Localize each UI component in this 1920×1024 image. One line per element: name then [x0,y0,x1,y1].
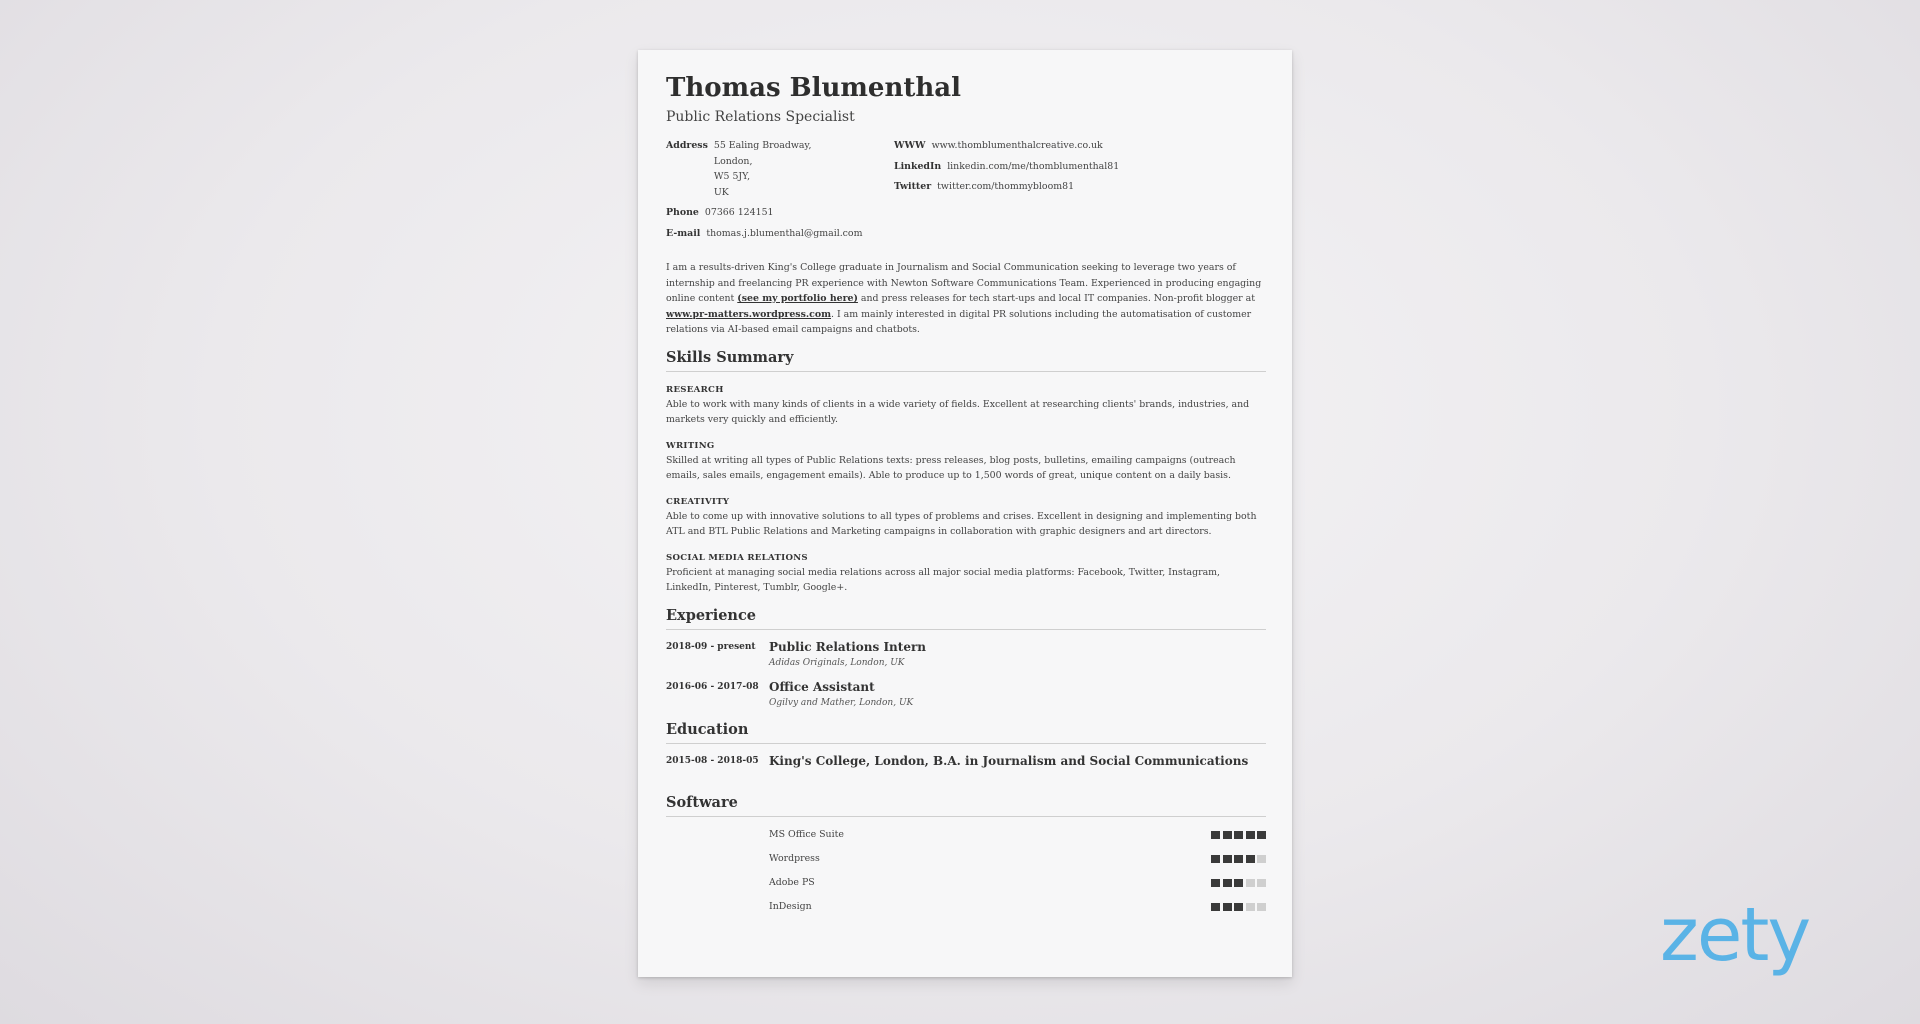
software-name: Wordpress [769,853,820,864]
resume-job-title: Public Relations Specialist [666,109,855,125]
experience-date: 2018-09 - present [666,641,756,652]
experience-date: 2016-06 - 2017-08 [666,681,759,692]
address-line: UK [713,186,729,198]
skill-item [666,384,1266,428]
twitter-label: Twitter [894,181,932,192]
email-value[interactable]: thomas.j.blumenthal@gmail.com [706,227,863,239]
skill-name: CREATIVITY [666,496,730,507]
level-square-empty [1257,879,1266,887]
level-square-filled [1223,831,1232,839]
contact-address [666,138,886,200]
software-heading: Software [666,793,1266,817]
twitter-value[interactable]: twitter.com/thommybloom81 [937,181,1075,192]
level-square-filled [1211,831,1220,839]
level-square-filled [1257,831,1266,839]
software-item [666,823,1266,847]
skill-item [666,496,1266,540]
summary-text: . I am mainly interested in digital PR solutions including the automatisation of customer relations via AI-based email campaigns and chatbots. [666,308,1252,335]
contact-left-column [666,138,886,241]
address-line: London, [713,155,753,167]
profile-summary [666,260,1266,338]
level-square-filled [1211,855,1220,863]
level-square-empty [1246,879,1255,887]
level-square-filled [1211,903,1220,911]
software-name: MS Office Suite [769,829,844,840]
skill-description: Skilled at writing all types of Public Relations texts: press releases, blog posts, bulletins, emailing campaigns (outreach emails, sales emails, engagement emails). Able to produce up to 1,500 words of great, unique content on a daily basis. [666,454,1236,481]
www-label: WWW [894,140,926,151]
experience-heading: Experience [666,606,1266,630]
contact-right-column [894,138,1254,195]
contact-linkedin [894,159,1254,175]
level-square-filled [1246,831,1255,839]
level-square-filled [1223,903,1232,911]
software-level-meter [1211,831,1266,839]
skill-item [666,440,1266,484]
summary-text: and press releases for tech start-ups and local IT companies. Non-profit blogger at [857,293,1255,304]
software-name: Adobe PS [769,877,815,888]
skill-description: Able to work with many kinds of clients in a wide variety of fields. Excellent at researching clients' brands, industries, and markets very quickly and efficiently. [666,398,1250,425]
skills-list [666,384,1266,596]
linkedin-value[interactable]: linkedin.com/me/thomblumenthal81 [947,160,1120,172]
contact-twitter [894,179,1254,195]
resume-page [638,50,1292,977]
blog-link[interactable]: www.pr-matters.wordpress.com [666,308,831,320]
phone-label: Phone [666,207,699,218]
software-name: InDesign [769,901,812,912]
skill-item [666,552,1266,596]
skills-heading: Skills Summary [666,348,1266,372]
education-item [666,753,1266,769]
resume-name: Thomas Blumenthal [666,73,961,103]
address-label: Address [666,140,708,151]
linkedin-label: LinkedIn [894,160,942,172]
address-line: W5 5JY, [713,171,751,182]
level-square-empty [1257,855,1266,863]
www-value[interactable]: www.thomblumenthalcreative.co.uk [931,140,1103,151]
level-square-empty [1246,903,1255,911]
software-level-meter [1211,903,1266,911]
software-list [666,823,1266,919]
level-square-filled [1234,903,1243,911]
experience-role: Public Relations Intern [769,639,927,654]
email-label: E-mail [666,227,701,239]
software-level-meter [1211,879,1266,887]
phone-value: 07366 124151 [704,207,774,218]
skill-name: RESEARCH [666,384,724,395]
zety-logo: zety [1660,892,1810,978]
level-square-filled [1234,831,1243,839]
skill-name: SOCIAL MEDIA RELATIONS [666,552,808,563]
contact-block [666,138,1266,258]
education-heading: Education [666,720,1266,744]
level-square-filled [1211,879,1220,887]
experience-list [666,639,1266,710]
software-item [666,895,1266,919]
contact-phone [666,205,886,221]
software-item [666,847,1266,871]
experience-role: Office Assistant [769,679,875,694]
skill-name: WRITING [666,440,715,451]
portfolio-link[interactable]: (see my portfolio here) [737,293,858,304]
level-square-filled [1246,855,1255,863]
experience-body [769,639,1266,670]
experience-body [769,679,1266,710]
level-square-filled [1223,879,1232,887]
education-degree: King's College, London, B.A. in Journalism and Social Communications [769,753,1249,768]
education-date: 2015-08 - 2018-05 [666,755,759,766]
skill-description: Able to come up with innovative solutions to all types of problems and crises. Excellent in designing and implementing both ATL and BTL Public Relations and Marketing campaigns in collaboration with graphic designers and art directors. [666,510,1257,537]
experience-item [666,679,1266,710]
address-value [714,138,812,200]
level-square-filled [1234,879,1243,887]
software-item [666,871,1266,895]
skill-description: Proficient at managing social media relations across all major social media platforms: Facebook, Twitter, Instagram, LinkedIn, Pinterest, Tumblr, Google+. [666,566,1221,593]
summary-text: I am a results-driven King's College graduate in Journalism and Social Communication seeking to leverage two years of internship and freelancing PR experience with Newton Software Communications Team. Experienced in producing engaging online content [666,262,1262,304]
experience-organization: Ogilvy and Mather, London, UK [769,697,914,708]
level-square-empty [1257,903,1266,911]
contact-email [666,226,886,242]
experience-item [666,639,1266,670]
education-list [666,753,1266,769]
level-square-filled [1223,855,1232,863]
contact-www [894,138,1254,154]
education-body [769,753,1266,769]
level-square-filled [1234,855,1243,863]
software-level-meter [1211,855,1266,863]
experience-organization: Adidas Originals, London, UK [769,657,905,668]
address-line: 55 Ealing Broadway, [713,140,812,151]
